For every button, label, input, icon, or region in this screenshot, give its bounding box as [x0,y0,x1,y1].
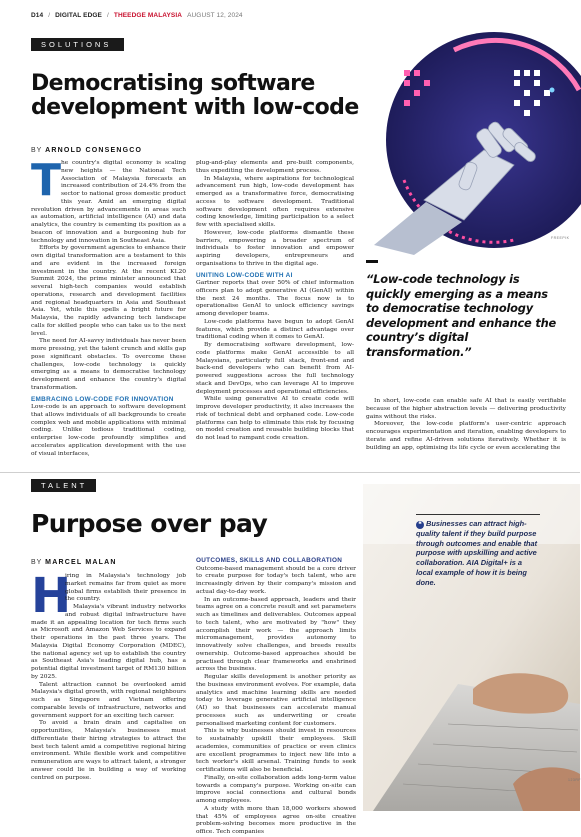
story1-paragraph: Efforts by government agencies to enhance their own digital transformation are a testament to this and are evident in the increased foreign investment in the country. At the recent KL20 Summit 2024, the prime minister announced that several high-tech companies would establish operations, research and development facilities and regional headquarters in Asia and Southeast Asia. Yet, while this spells a bright future for Malaysia, the rapidly advancing tech landscape calls for skilled people who can take us to the next level. [31,245,186,337]
story2-subhead: OUTCOMES, SKILLS AND COLLABORATION [196,557,343,564]
story1-paragraph: Low-code platforms have begun to adopt GenAI features, which provide a distinct advantage over traditional coding when it comes to GenAI. [196,318,354,341]
story2-column-1 [31,568,186,807]
story1-subhead-2: UNITING LOW-CODE WITH AI [196,271,293,279]
page-number: D14 [31,12,44,19]
story2-paragraph: To avoid a brain drain and capitalise on opportunities, Malaysia's businesses must differentiate their hiring strategies to attract the best tech talent amid a competitive regional hiring environment. While flexible work and competitive remuneration are ways to attract talent, a stronger answer could lie in building a way of working centred on purpose. [31,720,186,781]
story1-subhead-1: EMBRACING LOW-CODE FOR INNOVATION [31,395,174,403]
section-kicker-talent: TALENT [31,479,96,492]
story1-byline: BY ARNOLD CONSENGCO [31,147,143,154]
story1-paragraph: Low-code is an approach to software development that allows individuals of all backgrounds to create complex web and mobile applications with minimal coding. Unlike tedious traditional coding, enterprise low-code profoundly simplifies and accelerates application development with the use of visual interfaces, [31,404,186,457]
photo-credit: 123RF [568,778,581,782]
story1-author: ARNOLD CONSENGCO [45,147,143,154]
section-name: DIGITAL EDGE [55,12,102,19]
story1-paragraph: Gartner reports that over 50% of chief information officers plan to adopt generative AI (GenAI) within the next 24 months. The focus now is to operationalise GenAI to unlock efficiency savings among developer teams. [196,280,354,318]
story1-column-2 [196,160,354,465]
story1-column-1 [31,155,186,465]
story1-paragraph: Moreover, the low-code platform's user-centric approach encourages experimentation and iteration, enabling developers to iterate and refine AI-driven solutions iteratively. Whether it is building an app, optimising its life cycle or even accelerating the [366,421,566,451]
story2-paragraph: This is why businesses should invest in resources to sustainably upskill their employees. Skill academies, communities of practice or even clinics are excellent programmes to inject new life into a tech worker's skill arsenal. Training funds to seek certifications will also be beneficial. [196,728,356,774]
issue-date: AUGUST 12, 2024 [187,12,243,19]
story1-paragraph: While using generative AI to create code will improve developer productivity, it also increases the risk of technical debt and orphaned code. Low-code platforms can help to eliminate this risk by focusing on model creation and reusable building blocks that do not lead to rampant code creation. [196,396,354,442]
quote-mark-icon: ❝ [416,521,424,529]
story1-paragraph: In short, low-code can enable safe AI that is easily verifiable because of the higher abstraction levels — delivering productivity gains without the risks. [366,398,566,420]
story2-author: MARCEL MALAN [45,559,117,566]
story2-paragraph: A study with more than 18,000 workers showed that 45% of employees agree on-site creative problem-solving becomes more productive in the office. Tech companies [196,805,356,836]
story1-paragraph: he country's digital economy is scaling new heights — the National Tech Association of Malaysia forecasts an increased contribution of 24.4% from the sector to national gross domestic product this year. Amid an emerging digital revolution driven by advancements in areas such as automation, artificial intelligence (AI) and data analytics, the country is cementing its position as a beacon of innovation and a burgeoning hub for technology and innovation in Southeast Asia. [31,160,186,244]
story1-column-3 [366,398,566,466]
story1-paragraph: The need for AI-savvy individuals has never been more pressing, yet the talent crunch and skills gap pose significant obstacles. To overcome these challenges, low-code technology is quickly emerging as a means to democratise technology development and enhance the country's digital transformation. [31,338,186,391]
story2-dropcap: H [31,568,72,624]
story1-headline: Democratising software development with low-code [31,71,359,120]
story2-paragraph: Regular skills development is another priority as the business environment evolves. For example, data analytics and machine learning skills are needed today to leverage generative artificial intelligence (AI) so that businesses can accelerate manual processes such as underwriting or create personalised marketing content for customers. [196,674,356,727]
story2-headline: Purpose over pay [31,509,268,538]
story2-column-2 [196,557,356,836]
section-kicker-solutions: SOLUTIONS [31,38,124,51]
art-credit: FREEPIK [551,236,570,240]
story2-paragraph: iring in Malaysia's technology job market remains far from quiet as more global firms establish their presence in the country. [65,573,186,603]
story2-paragraph: Outcome-based management should be a core driver to create purpose for today's tech talent, who are increasingly driven by their company's mission and actual day-to-day work. [196,565,356,595]
story2-paragraph: In an outcome-based approach, leaders and their teams agree on a concrete result and set parameters such as timelines and deliverables. Outcomes appeal to tech talent, who are motivated by "how" they accomplish their work — the approach limits micromanagement, provides autonomy to innovatively solve challenges, and breeds results ownership. Outcome-based approaches should be practised through clear frameworks and enshrined across the business. [196,596,356,673]
robot-hand-illustration [364,30,580,255]
story2-byline: BY MARCEL MALAN [31,559,117,566]
pull-quote-rule [366,260,378,263]
story1-dropcap: T [31,155,62,206]
pull-quote: “Low-code technology is quickly emerging as a means to democratise technology development and enhance the country’s digital transformation.” [366,272,557,359]
story2-paragraph: Malaysia's vibrant industry networks and robust digital infrastructure have made it an appealing location for tech firms such as Microsoft and Amazon Web Services to expand their operations in the past three years. The Malaysia Digital Economy Corporation (MDEC), the national agency set up to establish the country as Southeast Asia's leading digital hub, has a potential digital investment target of RM130 billion by 2025. [31,604,186,680]
running-head: D14 / DIGITAL EDGE / THEEDGE MALAYSIA AUGUST 12, 2024 [31,12,243,19]
story2-quote: ❝ Businesses can attract high-quality talent if they build purpose through outcomes and enable that purpose with upskilling and active collaboration. AIA Digital+ is a local example of how it is being done. [416,519,538,587]
story1-paragraph: By democratising software development, low-code platforms make GenAI accessible to all Malaysians, particularly full stack, front-end and back-end developers who can benefit from AI-powered suggestions across the full technology stack and DevOps, who can leverage AI to improve deployment processes and operational efficiencies. [196,342,354,395]
story-divider [0,472,580,473]
story1-paragraph: In Malaysia, where aspirations for technological advancement run high, low-code development has emerged as a transformative force, democratising access to software development. Traditional software development often requires extensive coding knowledge, limiting participation to a select few with specialised skills. [196,175,354,228]
story1-paragraph: plug-and-play elements and pre-built components, thus expediting the development process. [196,160,354,174]
publication-brand: THEEDGE MALAYSIA [113,12,183,19]
quote-rule [416,514,540,515]
story2-paragraph: Talent attraction cannot be overlooked amid Malaysia's digital growth, with regional neighbours such as Singapore and Vietnam offering comparable levels of infrastructure, networks and government support for an exciting tech career. [31,681,186,719]
story2-paragraph: Finally, on-site collaboration adds long-term value towards a company's purpose. Working on-site can improve social connections and cultural bonds among employees. [196,774,356,805]
story1-paragraph: However, low-code platforms dismantle these barriers, empowering a broader spectrum of individuals to foster innovation and empower aspiring developers, entrepreneurs and organisations to thrive in the digital age. [196,229,354,267]
